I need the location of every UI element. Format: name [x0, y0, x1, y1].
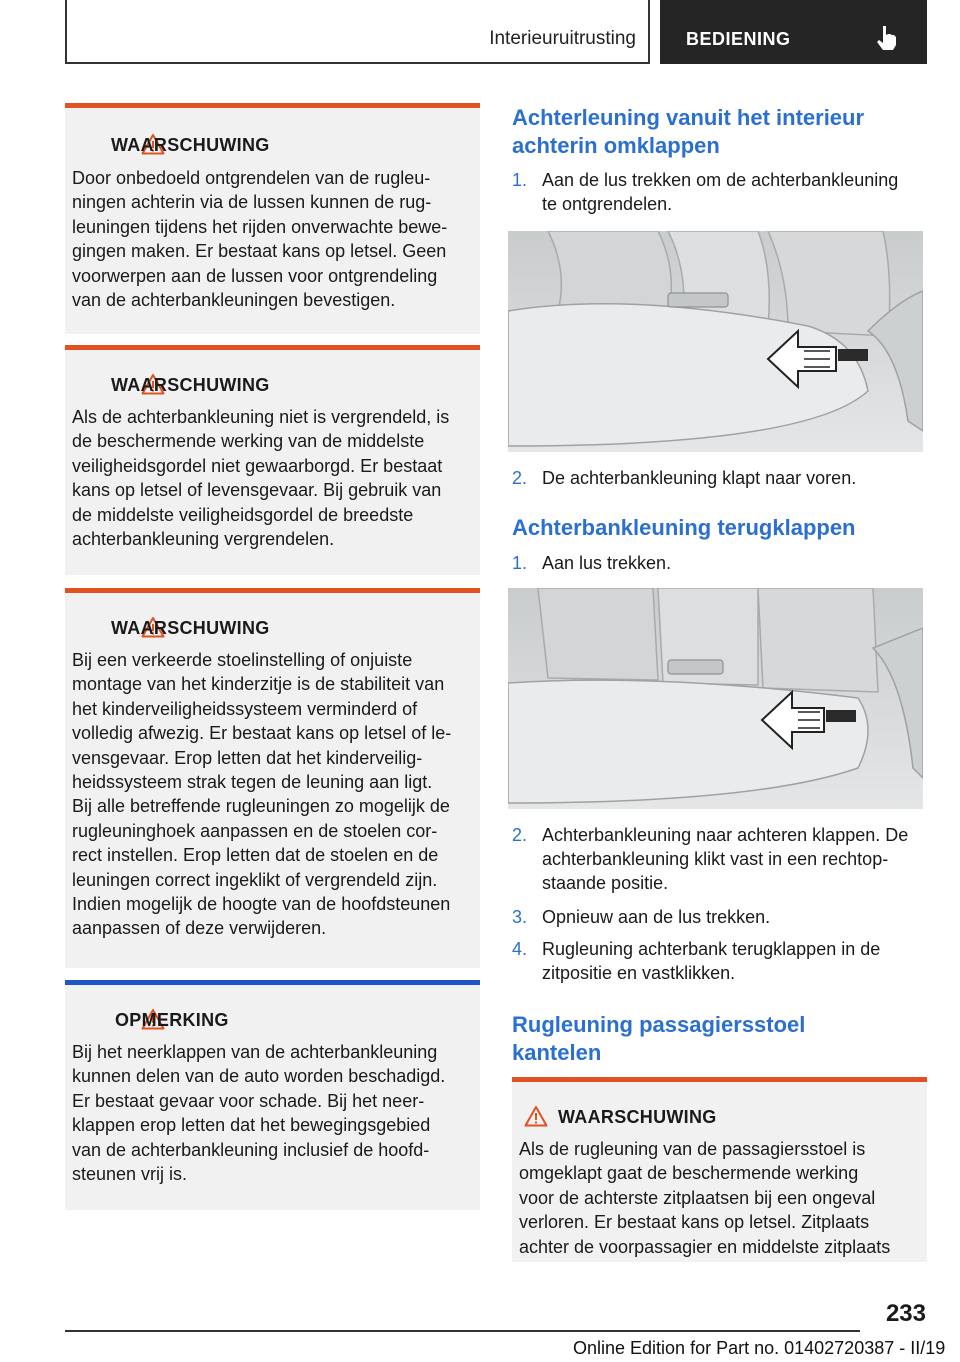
- text-line: Aan lus trekken.: [542, 553, 672, 573]
- rear-seat-loop-figure: [508, 231, 923, 452]
- rear-seat-loop-figure: [508, 588, 923, 809]
- step-item: [512, 168, 932, 218]
- warning-box-1: [65, 103, 480, 334]
- text-line: staande positie.: [542, 873, 669, 893]
- text-line: De achterbankleuning klapt naar voren.: [542, 468, 857, 488]
- text-line: te ontgrendelen.: [542, 194, 673, 214]
- text-line: Bij het neerklappen van de achterbankleuning: [72, 1042, 438, 1062]
- warning-title: WAARSCHUWING: [558, 1107, 717, 1127]
- text-line: voor de achterste zitplaatsen bij een ongeval: [519, 1187, 876, 1208]
- heading-line: Achterbankleuning terugklappen: [512, 515, 856, 540]
- section-heading-passenger-seat: [512, 1011, 805, 1067]
- note-text: [72, 1040, 477, 1186]
- text-line: Als de rugleuning van de passagiersstoel is: [519, 1139, 866, 1159]
- text-line: verloren. Er bestaat kans op letsel. Zitplaats: [519, 1212, 870, 1233]
- warning-box-passenger: [512, 1077, 927, 1262]
- step-number: 1.: [512, 170, 528, 190]
- step-text: [542, 823, 942, 895]
- text-line: achterbankleuning vergrendelen.: [72, 529, 335, 550]
- text-line: leuningen correct ingeklikt of vergrendeld zijn.: [72, 869, 438, 890]
- step-number: 3.: [512, 907, 528, 927]
- text-line: klappen erop letten dat het bewegingsgebied: [72, 1115, 431, 1136]
- text-line: Achterbankleuning naar achteren klappen. De: [542, 825, 909, 845]
- heading-line: Achterleuning vanuit het interieur: [512, 105, 865, 130]
- text-line: Als de achterbankleuning niet is vergrendeld, is: [72, 407, 450, 427]
- text-line: Rugleuning achterbank terugklappen in de: [542, 939, 881, 959]
- text-line: de middelste veiligheidsgordel de breedste: [72, 504, 414, 525]
- step-text: [542, 937, 932, 985]
- warning-title: WAARSCHUWING: [111, 375, 270, 395]
- text-line: aanpassen of deze verwijderen.: [72, 918, 327, 939]
- footer-rule: [65, 1330, 860, 1332]
- text-line: zitpositie en vastklikken.: [542, 963, 736, 983]
- warning-box-3: [65, 588, 480, 968]
- heading-line: kantelen: [512, 1040, 602, 1065]
- text-line: steunen vrij is.: [72, 1164, 188, 1185]
- text-line: Bij een verkeerde stoelinstelling of onjuiste: [72, 650, 413, 670]
- text-line: vensgevaar. Erop letten dat het kinderveilig-: [72, 747, 423, 768]
- step-number: 4.: [512, 939, 528, 959]
- warning-text: [519, 1137, 924, 1259]
- heading-line: achterin omklappen: [512, 133, 720, 158]
- warning-bar: [65, 588, 480, 593]
- warning-text: [72, 648, 480, 941]
- text-line: rect instellen. Erop letten dat de stoelen en de: [72, 845, 439, 866]
- text-line: Opnieuw aan de lus trekken.: [542, 907, 771, 927]
- step-text: [542, 905, 932, 929]
- rear-seat-illustration: [508, 588, 923, 809]
- step-item: [512, 823, 932, 897]
- section-heading-fold-rear-backrest: [512, 104, 864, 160]
- warning-triangle-icon: [524, 1105, 548, 1127]
- text-line: rugleuninghoek aanpassen en de stoelen cor-: [72, 820, 438, 841]
- step-number: 2.: [512, 468, 528, 488]
- warning-bar: [512, 1077, 927, 1082]
- rear-seat-illustration: [508, 231, 923, 452]
- footer-edition: Online Edition for Part no. 01402720387 - II/19: [573, 1338, 946, 1358]
- step-item: [512, 905, 932, 931]
- warning-text: [72, 166, 477, 312]
- chapter-title: BEDIENING: [686, 29, 791, 49]
- step-text: [542, 551, 932, 575]
- text-line: veiligheidsgordel niet gewaarborgd. Er bestaat: [72, 455, 443, 476]
- text-line: de beschermende werking van de middelste: [72, 431, 425, 452]
- text-line: volledig afwezig. Er bestaat kans op letsel of le-: [72, 723, 452, 744]
- text-line: achterbankleuning klikt vast in een rechtop-: [542, 849, 889, 869]
- step-item: [512, 466, 932, 492]
- step-text: [542, 168, 932, 216]
- step-text: [542, 466, 932, 490]
- text-line: achter de voorpassagier en middelste zitplaats: [519, 1236, 891, 1257]
- text-line: omgeklapt gaat de beschermende werking: [519, 1163, 859, 1184]
- text-line: van de achterbankleuningen bevestigen.: [72, 290, 396, 311]
- chapter-tab: [660, 0, 927, 64]
- warning-text: [72, 405, 477, 551]
- text-line: van de achterbankleuning inclusief de hoofd-: [72, 1139, 430, 1160]
- warning-box-2: [65, 345, 480, 575]
- step-number: 1.: [512, 553, 528, 573]
- text-line: Aan de lus trekken om de achterbankleuning: [542, 170, 899, 190]
- text-line: leuningen tijdens het rijden onverwachte bewe-: [72, 216, 448, 237]
- text-line: ningen achterin via de lussen kunnen de rug-: [72, 192, 432, 213]
- text-line: Indien mogelijk de hoogte van de hoofdsteunen: [72, 894, 451, 915]
- warning-bar: [65, 103, 480, 108]
- step-number: 2.: [512, 825, 528, 845]
- text-line: kans op letsel of levensgevaar. Bij gebruik van: [72, 480, 442, 501]
- text-line: kunnen delen van de auto worden beschadigd.: [72, 1066, 446, 1087]
- warning-bar: [65, 345, 480, 350]
- step-item: [512, 551, 932, 577]
- warning-title: WAARSCHUWING: [111, 135, 270, 155]
- header-section-title: Interieuruitrusting: [489, 28, 636, 49]
- section-heading-fold-back: [512, 514, 856, 542]
- note-box: [65, 980, 480, 1210]
- heading-line: Rugleuning passagiersstoel: [512, 1012, 806, 1037]
- text-line: Door onbedoeld ontgrendelen van de rugleu-: [72, 168, 431, 188]
- hand-pointer-icon: [872, 24, 900, 52]
- text-line: het kinderveiligheidssysteem verminderd of: [72, 698, 418, 719]
- text-line: voorwerpen aan de lussen voor ontgrendeling: [72, 265, 438, 286]
- page-number: 233: [885, 1300, 926, 1327]
- text-line: Er bestaat gevaar voor schade. Bij het neer-: [72, 1090, 425, 1111]
- note-title: OPMERKING: [115, 1010, 229, 1030]
- header-frame: [65, 0, 650, 64]
- step-item: [512, 937, 932, 987]
- text-line: heidssysteem strak tegen de leuning aan ligt.: [72, 772, 433, 793]
- note-bar: [65, 980, 480, 985]
- text-line: gingen maken. Er bestaat kans op letsel. Geen: [72, 241, 447, 262]
- warning-title: WAARSCHUWING: [111, 618, 270, 638]
- text-line: montage van het kinderzitje is de stabiliteit van: [72, 674, 445, 695]
- text-line: Bij alle betreffende rugleuningen zo mogelijk de: [72, 796, 450, 817]
